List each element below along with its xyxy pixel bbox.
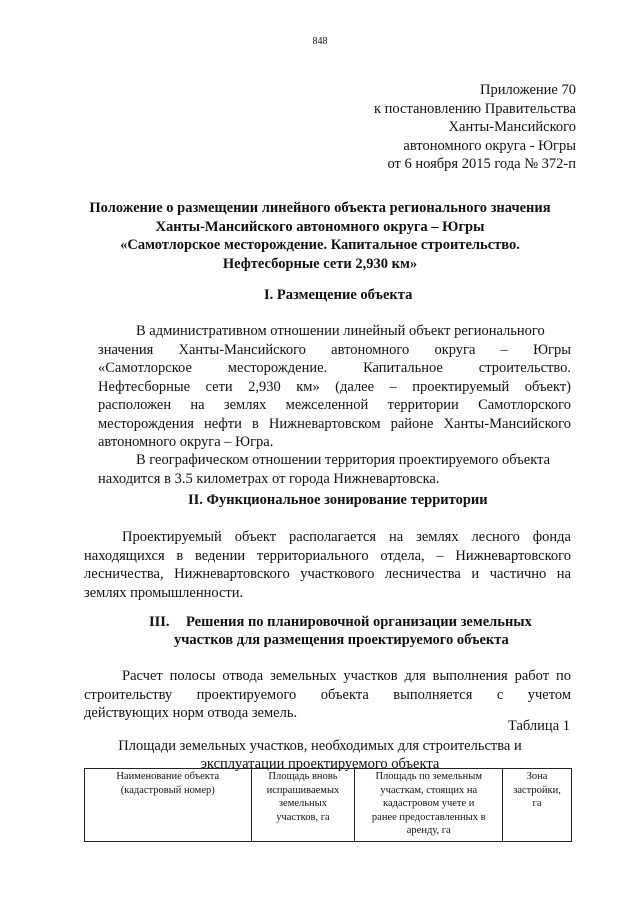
appendix-line: к постановлению Правительства xyxy=(374,100,576,117)
table-header-new-area: Площадь вновь испрашиваемых земельных участков, га xyxy=(251,769,355,842)
document-title xyxy=(70,199,570,273)
title-line: Положение о размещении линейного объекта регионального значения xyxy=(89,200,551,216)
page-number: 848 xyxy=(312,36,328,47)
table-header-registered-area: Площадь по земельным участкам, стоящих на кадастровом учете и ранее предоставленных в аренду, га xyxy=(355,769,503,842)
appendix-line: Ханты-Мансийского xyxy=(448,119,576,135)
paragraph-line: строительству проектируемого объекта выполняется с учетом xyxy=(84,686,571,703)
appendix-line: Приложение 70 xyxy=(480,82,576,98)
paragraph-line: В административном отношении линейный объект регионального xyxy=(136,323,545,339)
section-3-heading-number: III. xyxy=(149,614,170,630)
table-header-object-name: Наименование объекта (кадастровый номер) xyxy=(85,769,252,842)
section-1-paragraph-2 xyxy=(98,451,571,488)
paragraph-line: находится в 3.5 километрах от города Нижневартовска. xyxy=(98,470,440,487)
appendix-line: от 6 ноября 2015 года № 372-п xyxy=(387,156,576,172)
section-3-paragraph xyxy=(84,667,571,723)
section-1-heading: I. Размещение объекта xyxy=(264,287,413,303)
appendix-line: автономного округа - Югры xyxy=(403,137,576,154)
section-2-heading: II. Функциональное зонирование территории xyxy=(188,492,488,508)
table-header-row xyxy=(85,769,572,842)
paragraph-line: Проектируемый объект располагается на землях лесного фонда xyxy=(122,529,571,545)
paragraph-line: месторождения нефти в Нижневартовском районе Ханты-Мансийского xyxy=(98,415,571,432)
table-label: Таблица 1 xyxy=(507,718,570,734)
paragraph-line: действующих норм отвода земель. xyxy=(84,705,298,721)
paragraph-line: В географическом отношении территория проектируемого объекта xyxy=(136,452,551,468)
section-2-paragraph xyxy=(84,528,571,602)
paragraph-line: лесничества, Нижневартовского участкового лесничества и частично на xyxy=(84,566,571,582)
title-line: Ханты-Мансийского автономного округа – Югры xyxy=(155,218,485,235)
caption-line: Площади земельных участков, необходимых для строительства и xyxy=(118,738,522,754)
section-3-heading-line: участков для размещения проектируемого объекта xyxy=(174,632,509,648)
title-line: Нефтесборные сети 2,930 км» xyxy=(222,255,418,272)
paragraph-line: «Самотлорское месторождение. Капитальное строительство. xyxy=(98,360,571,376)
paragraph-line: Расчет полосы отвода земельных участков для выполнения работ по xyxy=(122,668,571,684)
paragraph-line: землях промышленности. xyxy=(84,584,244,601)
section-3-heading-line: Решения по планировочной организации земельных xyxy=(186,614,532,630)
title-line: «Самотлорское месторождение. Капитальное строительство. xyxy=(120,237,520,253)
appendix-block xyxy=(374,81,576,174)
table-header-building-zone: Зона застройки, га xyxy=(503,769,572,842)
paragraph-line: автономного округа – Югра. xyxy=(98,434,274,450)
section-1-paragraph-1 xyxy=(98,322,571,452)
paragraph-line: значения Ханты-Мансийского автономного округа – Югры xyxy=(98,341,571,358)
paragraph-line: Нефтесборные сети 2,930 км» (далее – проектируемый объект) xyxy=(98,378,571,395)
paragraph-line: находящихся в ведении территориального отдела, – Нижневартовского xyxy=(84,547,571,564)
caption-line: эксплуатации проектируемого объекта xyxy=(200,756,440,772)
land-area-table xyxy=(84,768,572,842)
paragraph-line: расположен на землях межселенной территории Самотлорского xyxy=(98,397,571,413)
